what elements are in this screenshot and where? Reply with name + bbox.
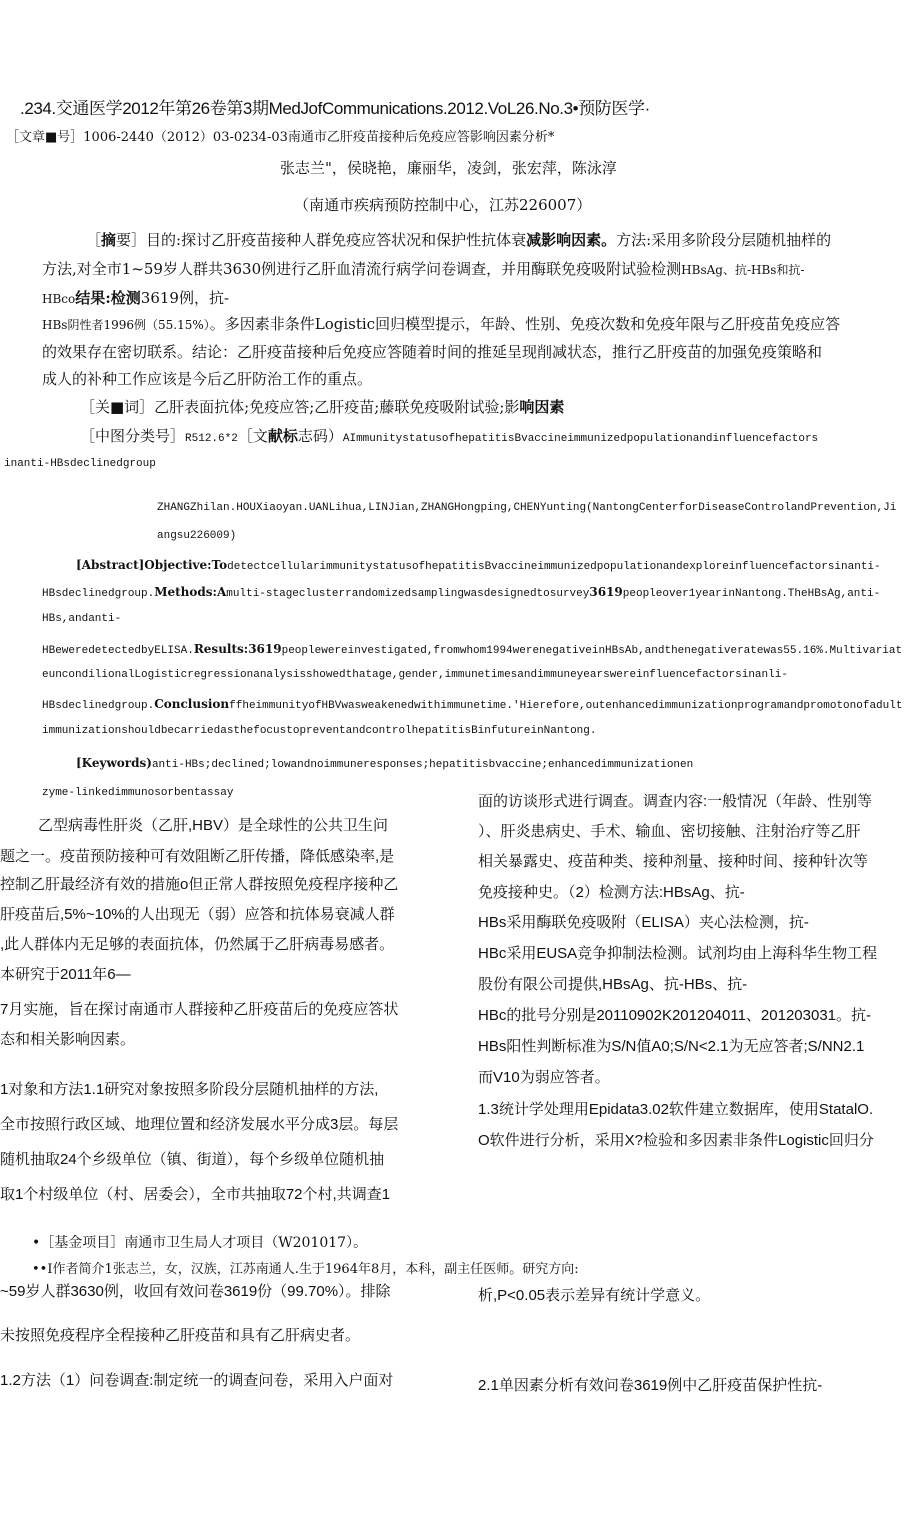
right-line-9: HBs阳性判断标准为S/N值A0;S/N<2.1为无应答者;S/NN2.1	[478, 1038, 865, 1055]
right-line-12: O软件进行分析，采用X?检验和多因素非条件Logistic回归分	[478, 1132, 874, 1149]
keywords-cn	[80, 396, 564, 417]
abstract-en-line-1	[76, 558, 881, 573]
abstract-cn-line-4	[42, 313, 840, 334]
authors-en: ZHANGZhilan.HOUXiaoyan.UANLihua,LINJian,ZHANGHongping,CHENYunting(NantongCenterforDiseaseControlandPrevention,Ji	[157, 502, 897, 514]
intro-line-8: 态和相关影响因素。	[0, 1031, 136, 1048]
footnote-author: ••I作者简介1张志兰，女，汉族，江苏南通人.生于1964年8月，本科，副主任医师。研究方向:	[32, 1262, 579, 1277]
right-line-1: 面的访谈形式进行调查。调查内容:一般情况（年龄、性别等	[478, 793, 873, 810]
bottom-right-line-2: 2.1单因素分析有效问卷3619例中乙肝疫苗保护性抗-	[478, 1377, 823, 1394]
right-line-4: 免疫接种史。（2）检测方法:HBsAg、抗-	[478, 884, 745, 901]
methods-label: Methods:A	[154, 585, 227, 599]
abstract-en-line-3: HBs,andanti-	[42, 613, 122, 625]
keywords-en-label: [Keywords)	[76, 756, 152, 770]
affiliation-cn: （南通市疾病预防控制中心，江苏226007）	[294, 196, 592, 214]
intro-line-7: 7月实施，旨在探讨南通市人群接种乙肝疫苗后的免疫应答状	[0, 1001, 399, 1018]
english-title-cont: inanti-HBsdeclinedgroup	[4, 458, 156, 470]
abstract-en-label: [Abstract]Objective:To	[76, 558, 228, 572]
abstract-en-text: detectcellularimmunitystatusofhepatitisBvaccineimmunizedpopulationandexploreinfluencefactorsinanti-	[227, 561, 881, 573]
abstract-en-line-6	[42, 697, 902, 712]
authors-cn: 张志兰"，侯晓艳，廉丽华，凌剑，张宏萍，陈泳淳	[280, 159, 617, 177]
bottom-left-line-2: 未按照免疫程序全程接种乙肝疫苗和具有乙肝病史者。	[0, 1327, 361, 1344]
abstract-en-text: HBeweredetectedbyELISA.	[42, 645, 194, 657]
journal-header: .234.交通医学2012年第26卷第3期MedJofCommunications.2012.VoL26.No.3•预防医学·	[20, 99, 650, 118]
abstract-label: 摘	[101, 231, 117, 249]
keywords-en-cont: zyme-linkedimmunosorbentassay	[42, 787, 234, 799]
methods-line-1: 1对象和方法1.1研究对象按照多阶段分层随机抽样的方法,	[0, 1081, 379, 1098]
abstract-cn-line-3	[42, 287, 229, 308]
authors-en-cont: angsu226009)	[157, 530, 237, 542]
bottom-left-line-3: 1.2方法（1）问卷调查:制定统一的调查问卷，采用入户面对	[0, 1372, 394, 1389]
abstract-en-text: HBsdeclinedgroup.	[42, 588, 155, 600]
results-label: 结果:检测	[75, 289, 141, 307]
right-line-2: ）、肝炎患病史、手术、输血、密切接触、注射治疗等乙肝	[478, 823, 861, 840]
classification-line	[80, 425, 818, 446]
intro-line-1: 乙型病毒性肝炎（乙肝,HBV）是全球性的公共卫生问	[38, 817, 389, 834]
methods-line-3: 随机抽取24个乡级单位（镇、街道），每个乡级单位随机抽	[0, 1151, 385, 1168]
abstract-en-line-5: euncondilionalLogisticregressionanalysisshowedthatage,gender,immunetimesandimmuneyearswereinfluencefactorsinanli-	[42, 669, 788, 681]
right-line-6: HBc采用EUSA竞争抑制法检测。试剂均由上海科华生物工程	[478, 945, 878, 962]
abstract-en-text: ffheimmunityofHBVwasweakenedwithimmunetime.'Hierefore,outenhancedimmunizationprogramandpromotonofadult	[229, 700, 903, 712]
abstract-en-bold: 3619	[589, 585, 623, 599]
right-line-3: 相关暴露史、疫苗种类、接种剂量、接种时间、接种针次等	[478, 853, 869, 870]
footnote-fund: •［基金项目］南通市卫生局人才项目（W201017）。	[32, 1235, 368, 1251]
intro-line-2: 题之一。疫苗预防接种可有效阻断乙肝传播，降低感染率,是	[0, 848, 395, 865]
abstract-text-small: HBs阴性者1996例（55.15%）	[42, 318, 210, 332]
methods-line-4: 取1个村级单位（村、居委会），全市共抽取72个村,共调查1	[0, 1186, 391, 1203]
abstract-en-text: peoplewereinvestigated,fromwhom1994werenegativeinHBsAb,andthenegativeratewas55.16%.Multivariat	[281, 645, 903, 657]
abstract-bold: 减影响因素。	[526, 231, 617, 249]
keywords-text: ［关■词］乙肝表面抗体;免疫应答;乙肝疫苗;藤联免疫吸附试验;影	[80, 398, 520, 416]
conclusion-en-label: Conclusion	[154, 697, 230, 711]
abstract-cn-line-6: 成人的补种工作应该是今后乙肝防治工作的重点。	[42, 370, 373, 388]
abstract-text-small: HBco	[42, 292, 76, 306]
abstract-cn-line-2	[42, 258, 805, 279]
abstract-text-small: HBsAg、抗-HBs和抗-	[681, 263, 805, 277]
keywords-en-text: anti-HBs;declined;lowandnoimmuneresponses;hepatitisbvaccine;enhancedimmunizationen	[151, 759, 694, 771]
cls-label: ［中图分类号］	[80, 427, 186, 445]
cls-code: R512.6*2	[185, 433, 238, 445]
abstract-bracket: ［	[86, 231, 102, 249]
abstract-en-text: HBsdeclinedgroup.	[42, 700, 155, 712]
right-line-5: HBs采用酶联免疫吸附（ELISA）夹心法检测，抗-	[478, 914, 809, 931]
abstract-text: 方法:采用多阶段分层随机抽样的	[616, 231, 832, 249]
results-en-label: Results:3619	[193, 642, 282, 656]
abstract-text: 要］目的:探讨乙肝疫苗接种人群免疫应答状况和保护性抗体衰	[116, 231, 527, 249]
abstract-en-line-4	[42, 642, 902, 657]
right-line-10: 而V10为弱应答者。	[478, 1069, 610, 1086]
keywords-en	[76, 756, 693, 771]
abstract-cn-line-5: 的效果存在密切联系。结论：乙肝疫苗接种后免疫应答随着时间的推延呈现削减状态，推行乙肝疫苗的加强免疫策略和	[42, 343, 823, 361]
intro-line-5: ,此人群体内无足够的表面抗体，仍然属于乙肝病毒易感者。	[0, 936, 395, 953]
right-line-8: HBc的批号分别是20110902K201204011、201203031。抗-	[478, 1007, 872, 1024]
abstract-text: 3619例，抗-	[140, 289, 230, 307]
abstract-text: 。多因素非条件Logistic回归模型提示，年龄、性别、免疫次数和免疫年限与乙肝疫苗免疫应答	[209, 315, 841, 333]
bottom-left-line-1: ~59岁人群3630例，收回有效问卷3619份（99.70%）。排除	[0, 1283, 391, 1300]
cls-bold: 献标	[267, 427, 298, 445]
keywords-bold: 响因素	[519, 398, 565, 416]
intro-line-3: 控制乙肝最经济有效的措施o但正常人群按照免疫程序接种乙	[0, 876, 399, 893]
abstract-text: 方法,对全市1~59岁人群共3630例进行乙肝血清流行病学问卷调查，并用酶联免疫吸附试验检测	[42, 260, 682, 278]
abstract-en-line-7: immunizationshouldbecarriedasthefocustopreventandcontrolhepatitisBinfutureinNantong.	[42, 725, 597, 737]
article-number: ［文章■号］1006-2440（2012）03-0234-03南通市乙肝疫苗接种后免疫应答影响因素分析*	[6, 130, 555, 145]
cls-label: ［文	[237, 427, 268, 445]
right-line-7: 股份有限公司提供,HBsAg、抗-HBs、抗-	[478, 976, 748, 993]
abstract-en-text: multi-stageclusterrandomizedsamplingwasdesignedtosurvey	[226, 588, 590, 600]
abstract-en-line-2	[42, 585, 880, 600]
methods-line-2: 全市按照行政区域、地理位置和经济发展水平分成3层。每层	[0, 1116, 399, 1133]
abstract-cn-line-1	[86, 229, 831, 250]
english-title: AImmunitystatusofhepatitisBvaccineimmunizedpopulationandinfluencefactors	[342, 433, 819, 445]
right-line-11: 1.3统计学处理用Epidata3.02软件建立数据库，使用StatalO.	[478, 1101, 874, 1118]
bottom-right-line-1: 析,P<0.05表示差异有统计学意义。	[478, 1287, 711, 1304]
intro-line-4: 肝疫苗后,5%~10%的人出现无（弱）应答和抗体易衰减人群	[0, 906, 395, 923]
abstract-en-text: peopleover1yearinNantong.TheHBsAg,anti-	[622, 588, 881, 600]
cls-label: 志码）	[297, 427, 343, 445]
intro-line-6: 本研究于2011年6—	[0, 966, 131, 983]
